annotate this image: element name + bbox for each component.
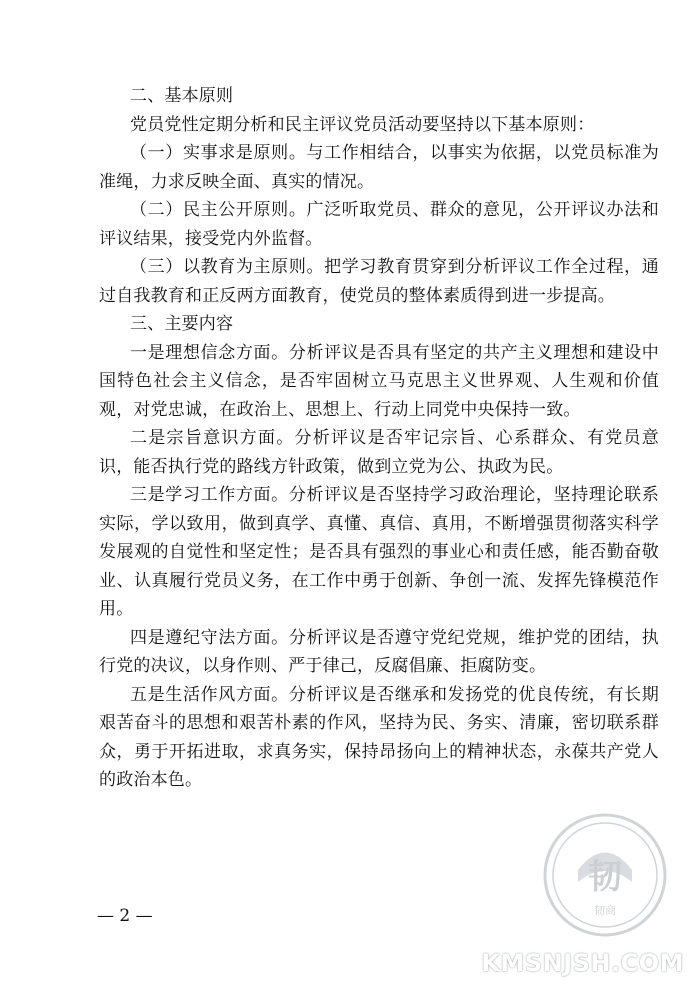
page-number: — 2 — bbox=[97, 906, 153, 926]
seal-bottom-text: 韧商 bbox=[594, 904, 616, 917]
paragraph: 一是理想信念方面。分析评议是否具有坚定的共产主义理想和建设中国特色社会主义信念，是否牢固树立马克思主义世界观、人生观和价值观，对党忠诚，在政治上、思想上、行动上同党中央保持一致。 bbox=[99, 342, 659, 420]
seal-center-text: 韧 bbox=[588, 857, 622, 897]
paragraph: 三是学习工作方面。分析评议是否坚持学习政治理论，坚持理论联系实际，学以致用，做到真学、真懂、真信、真用，不断增强贯彻落实科学发展观的自觉性和坚定性；是否具有强烈的事业心和责任感，能否勤奋敬业、认真履行党员义务，在工作中勇于创新、争创一流、发挥先锋模范作用。 bbox=[99, 485, 659, 619]
document-body bbox=[99, 82, 659, 795]
paragraph: 党员党性定期分析和民主评议党员活动要坚持以下基本原则： bbox=[130, 114, 595, 135]
paragraph: （一）实事求是原则。与工作相结合，以事实为依据，以党员标准为准绳，力求反映全面、真实的情况。 bbox=[99, 143, 659, 192]
seal-stamp-icon bbox=[540, 810, 670, 940]
paragraph: 五是生活作风方面。分析评议是否继承和发扬党的优良传统，有长期艰苦奋斗的思想和艰苦朴素的作风，坚持为民、务实、清廉，密切联系群众，勇于开拓进取，求真务实，保持昂扬向上的精神状态，永葆共产党人的政治本色。 bbox=[99, 684, 659, 790]
paragraph: 二、基本原则 bbox=[130, 86, 234, 106]
paragraph: 四是遵纪守法方面。分析评议是否遵守党纪党规，维护党的团结，执行党的决议，以身作则、严于律己，反腐倡廉、拒腐防变。 bbox=[99, 627, 659, 676]
paragraph: （三）以教育为主原则。把学习教育贯穿到分析评议工作全过程，通过自我教育和正反两方面教育，使党员的整体素质得到进一步提高。 bbox=[99, 257, 659, 306]
paragraph: 三、主要内容 bbox=[130, 314, 234, 334]
site-watermark: KMSNJSH.COM bbox=[481, 949, 684, 977]
paragraph: 二是宗旨意识方面。分析评议是否牢记宗旨、心系群众、有党员意识，能否执行党的路线方针政策，做到立党为公、执政为民。 bbox=[99, 428, 659, 477]
paragraph: （二）民主公开原则。广泛听取党员、群众的意见，公开评议办法和评议结果，接受党内外监督。 bbox=[99, 200, 659, 249]
